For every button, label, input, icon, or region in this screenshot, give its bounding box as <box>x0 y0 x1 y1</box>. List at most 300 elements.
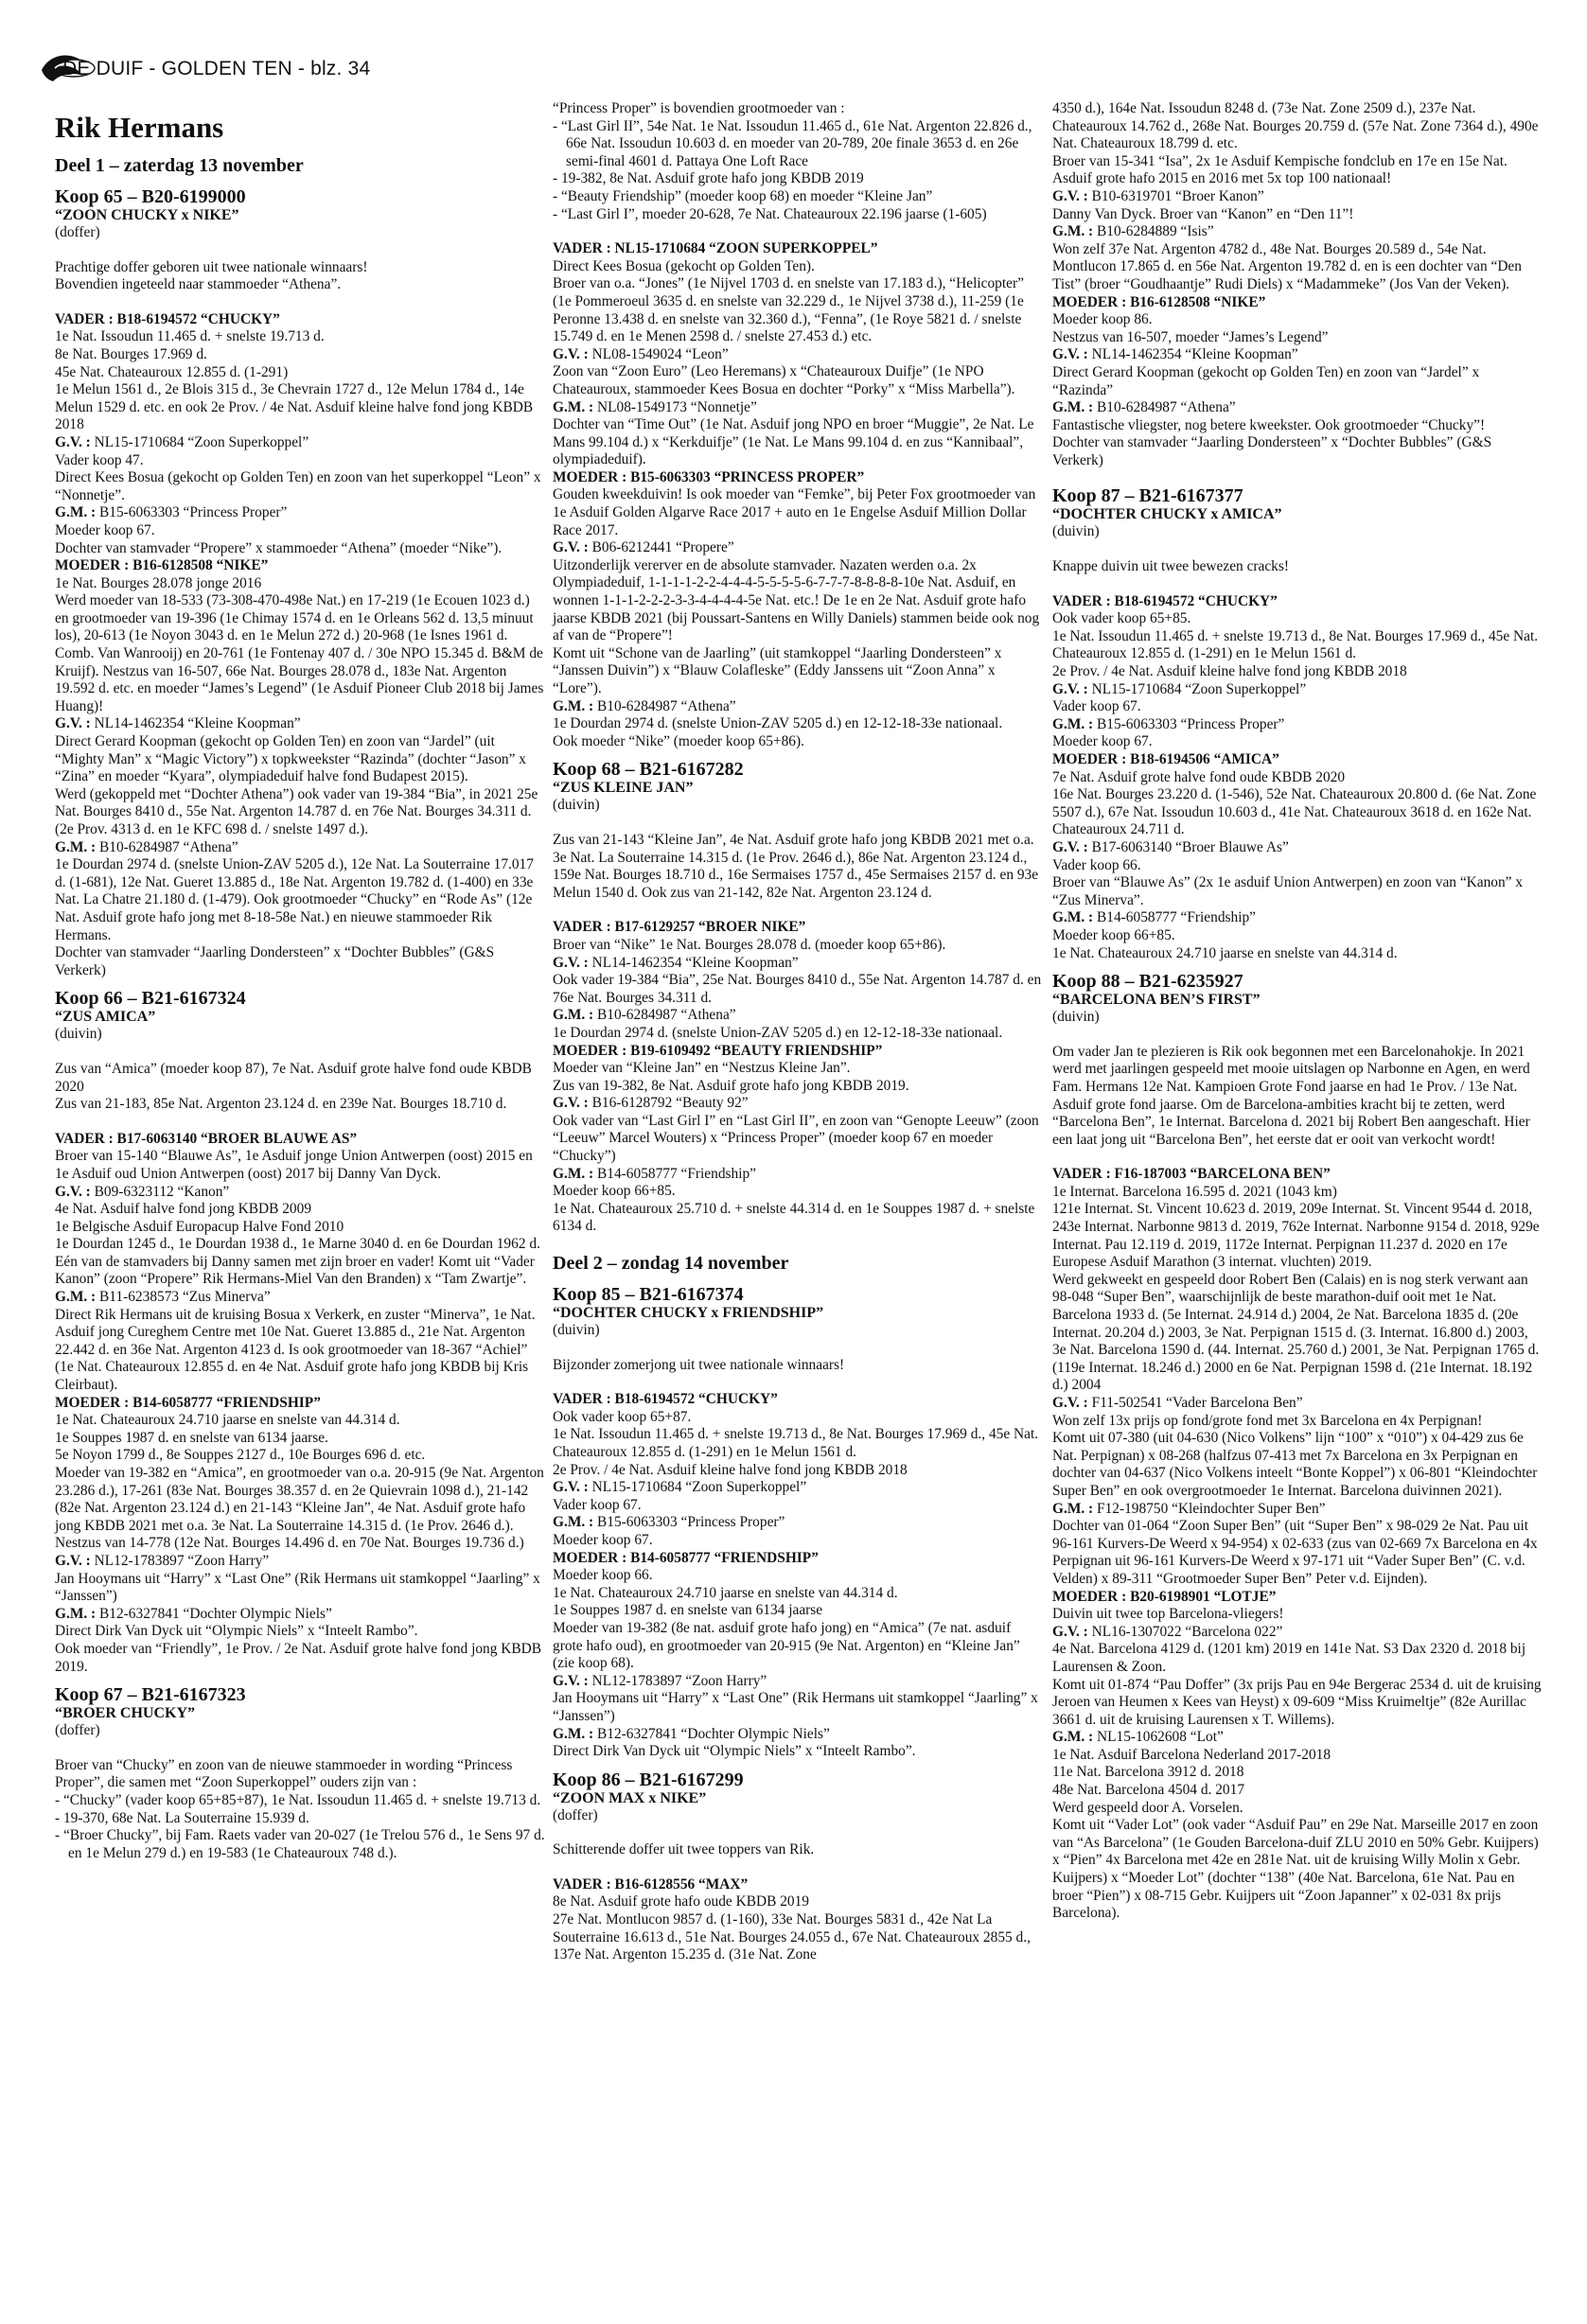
pedigree-text: NL12-1783897 “Zoon Harry” <box>90 1552 270 1569</box>
pedigree-line <box>553 1497 1044 1515</box>
pedigree-text: Moeder koop 67. <box>553 1531 653 1548</box>
pedigree-line <box>1052 417 1543 435</box>
pedigree-text: Won zelf 13x prijs op fond/grote fond met 3x Barcelona en 4x Perpignan! <box>1052 1412 1483 1429</box>
pedigree-line <box>1052 1272 1543 1395</box>
pedigree-line <box>553 1673 1044 1691</box>
pedigree-text: 4e Nat. Barcelona 4129 d. (1201 km) 2019 en 141e Nat. S3 Dax 2320 d. 2018 bij Laurensen & Zoon. <box>1052 1641 1526 1675</box>
pedigree-label: G.M. : <box>553 697 594 714</box>
pedigree-label: G.V. : <box>1052 1623 1088 1640</box>
pedigree-text: Vader koop 67. <box>1052 698 1141 715</box>
pedigree-line <box>1052 329 1543 347</box>
pedigree-line <box>553 937 1044 955</box>
pedigree-text: B10-6284987 “Athena” <box>593 697 736 714</box>
parent-heading: MOEDER : B19-6109492 “BEAUTY FRIENDSHIP” <box>553 1042 883 1059</box>
column-1 <box>55 112 546 1862</box>
pedigree-line <box>1052 857 1543 875</box>
pedigree-line <box>553 1095 1044 1113</box>
pedigree-line <box>55 575 546 593</box>
pedigree-line <box>55 364 546 382</box>
pedigree-line <box>553 1007 1044 1025</box>
pedigree-text: 4350 d.), 164e Nat. Issoudun 8248 d. (73e Nat. Zone 2509 d.), 237e Nat. Chateauroux 14.762 d., 268e Nat. Bourges 20.759 d. (57e Nat. Zone 7364 d.), 490e Nat. Chateauroux 18.799 d. etc. <box>1052 100 1539 152</box>
pedigree-line <box>553 539 1044 557</box>
intro-paragraph: Zus van “Amica” (moeder koop 87), 7e Nat. Asduif grote halve fond oude KBDB 2020 <box>55 1060 532 1095</box>
pedigree-line <box>553 1743 1044 1761</box>
pedigree-line <box>1052 399 1543 417</box>
pedigree-text: 8e Nat. Asduif grote hafo oude KBDB 2019 <box>553 1893 810 1910</box>
pedigree-text: B16-6128792 “Beauty 92” <box>588 1095 749 1112</box>
pedigree-text: NL14-1462354 “Kleine Koopman” <box>90 715 301 732</box>
pedigree-text: Moeder van 19-382 (8e nat. asduif grote hafo jong) en “Amica” (7e nat. asduif grote hafo oud), en grootmoeder van 20-915 (9e Nat. Argenton) en “Kleine Jan” (zie koop 68). <box>553 1619 1020 1672</box>
pedigree-text: Broer van o.a. “Jones” (1e Nijvel 1703 d. en snelste van 17.183 d.), “Helicopter” (1e Pommeroeul 3635 d. en snelste van 32.229 d., 1e Nijvel 3738 d.), 11-259 (1e Peronne 13.438 d. en snelste van 32.360 d.), “Fenna”, (1e Roye 5821 d. / snelste 15.749 d. en 1e Menen 2598 d. / snelste 27.453 d.) etc. <box>553 275 1024 345</box>
pedigree-line <box>1052 1430 1543 1500</box>
pedigree-line <box>55 346 546 364</box>
pedigree-label: G.M. : <box>553 1165 594 1182</box>
lot-title: Koop 85 – B21-6167374 <box>553 1284 744 1306</box>
pedigree-text: Direct Dirk Van Dyck uit “Olympic Niels” x “Inteelt Rambo”. <box>55 1623 418 1640</box>
pedigree-line <box>55 434 546 452</box>
pedigree-label: G.V. : <box>55 433 91 450</box>
intro-paragraph: Bijzonder zomerjong uit twee nationale winnaars! <box>553 1356 845 1373</box>
pedigree-lines <box>553 1391 1044 1760</box>
pedigree-line <box>1052 839 1543 857</box>
pedigree-text: 27e Nat. Montlucon 9857 d. (1-160), 33e Nat. Bourges 5831 d., 42e Nat La Souterraine 16.613 d., 51e Nat. Bourges 24.055 d., 67e Nat. Chateauroux 2855 d., 137e Nat. Argenton 15.235 d. (31e Nat. Zone <box>553 1911 1031 1963</box>
pedigree-line <box>553 1585 1044 1603</box>
pedigree-text: 1e Nat. Chateauroux 25.710 d. + snelste 44.314 d. en 1e Souppes 1987 d. + snelste 6134 d. <box>553 1200 1035 1235</box>
pedigree-label: G.M. : <box>55 838 97 855</box>
pedigree-text: Dochter van stamvader “Propere” x stammoeder “Athena” (moeder “Nike”). <box>55 539 503 556</box>
pedigree-line <box>553 1567 1044 1585</box>
pedigree-text: NL12-1783897 “Zoon Harry” <box>588 1672 767 1689</box>
pedigree-text: Werd (gekoppeld met “Dochter Athena”) ook vader van 19-384 “Bia”, in 2021 25e Nat. Bourges 8410 d., 55e Nat. Argenton 14.787 d. en 76e Nat. Bourges 34.311 d. (2e Prov. 4313 d. en 1e KFC 698 d. / snelste 1497 d.). <box>55 785 538 837</box>
pedigree-text: 1e Dourdan 2974 d. (snelste Union-ZAV 5205 d.), 12e Nat. La Souterraine 17.017 d. (1-681), 12e Nat. Gueret 13.885 d., 18e Nat. Argenton 19.782 d. (1-400) en 33e Nat. La Chatre 21.180 d. (1-479). Ook grootmoeder “Chucky” en “Rode As” (12e Nat. Asduif grote hafo jong met 8-18-58e Nat.) en nieuwe stammoeder Rik Hermans. <box>55 856 534 943</box>
lot-gender: (doffer) <box>553 1806 598 1823</box>
intro-paragraph: Prachtige doffer geboren uit twee nationale winnaars! <box>55 258 368 275</box>
deel1-heading: Deel 1 – zaterdag 13 november <box>55 155 304 176</box>
pedigree-text: NL08-1549024 “Leon” <box>588 345 729 362</box>
pedigree-text: Won zelf 37e Nat. Argenton 4782 d., 48e Nat. Bourges 20.589 d., 54e Nat. Montlucon 17.865 d. en 56e Nat. Argenton 19.782 d. en is een dochter van “Den Tist” (broer “Goudhaantje” Rudi Diels) x “Madammeke” (Jos Van der Veken). <box>1052 240 1522 292</box>
pedigree-line <box>1052 1747 1543 1765</box>
pedigree-line <box>55 1430 546 1448</box>
pedigree-line <box>55 1571 546 1606</box>
pedigree-text: Dochter van “Time Out” (1e Nat. Asduif jong NPO en broer “Muggie”, 2e Nat. Le Mans 99.104 d.) x “Kerkduifje” (1e Nat. Le Mans 99.104 d. en zus “Kannibaal”, olympiadeduif). <box>553 416 1034 468</box>
pedigree-text: NL08-1549173 “Nonnetje” <box>593 398 757 415</box>
pedigree-text: 16e Nat. Bourges 23.220 d. (1-546), 52e Nat. Chateauroux 20.800 d. (6e Nat. Zone 5507 d.), 67e Nat. Issoudun 10.603 d., 41e Nat. Chateauroux 3618 d. en 162e Nat. Chateauroux 24.711 d. <box>1052 786 1537 838</box>
pedigree-text: B10-6284987 “Athena” <box>593 1007 736 1024</box>
pedigree-text: 1e Nat. Chateauroux 24.710 jaarse en snelste van 44.314 d. <box>55 1412 400 1429</box>
pedigree-line <box>1052 1677 1543 1730</box>
pedigree-line <box>553 1532 1044 1550</box>
lot-86 <box>553 1770 1044 1964</box>
pedigree-label: G.M. : <box>553 1514 594 1531</box>
intro-paragraph: Knappe duivin uit twee bewezen cracks! <box>1052 558 1289 575</box>
pedigree-line <box>553 733 1044 751</box>
pedigree-label: G.M. : <box>55 1289 97 1306</box>
pedigree-line <box>553 416 1044 469</box>
pedigree-line <box>553 1893 1044 1911</box>
pedigree-text: Direct Dirk Van Dyck uit “Olympic Niels” x “Inteelt Rambo”. <box>553 1743 916 1760</box>
pedigree-line <box>1052 610 1543 628</box>
pedigree-line <box>1052 364 1543 399</box>
pedigree-text: Zus van 19-382, 8e Nat. Asduif grote hafo jong KBDB 2019. <box>553 1077 909 1094</box>
pedigree-text: Direct Kees Bosua (gekocht op Golden Ten). <box>553 257 815 274</box>
list-item: - “Last Girl II”, 54e Nat. 1e Nat. Issoudun 11.465 d., 61e Nat. Argenton 22.826 d., 66e Nat. Issoudun 10.603 d. en moeder van 20-789, 20e finale 3653 d. en 26e semi-final 4601 d. Pattaya One Loft Race <box>553 117 1032 169</box>
lot-gender: (doffer) <box>55 224 100 240</box>
lot-subtitle: “DOCHTER CHUCKY x FRIENDSHIP” <box>553 1305 824 1322</box>
pedigree-text: Ook moeder “Nike” (moeder koop 65+86). <box>553 732 804 749</box>
pedigree-text: Ook moeder van “Friendly”, 1e Prov. / 2e Nat. Asduif grote halve fond jong KBDB 2019. <box>55 1640 542 1675</box>
intro-paragraph: Bovendien ingeteeld naar stammoeder “Athena”. <box>55 276 342 293</box>
lot-intro <box>55 1757 546 1792</box>
pedigree-text: Direct Gerard Koopman (gekocht op Golden Ten) en zoon van “Jardel” (uit “Mighty Man” x “Magic Victory”) x topkweekster “Razinda” (dochter “Jason” x “Zina” en moeder “Kyara”, olympiadeduif halve fond Budapest 2015). <box>55 733 526 785</box>
pedigree-label: G.M. : <box>1052 1500 1094 1517</box>
pedigree-line <box>55 381 546 434</box>
pedigree-line <box>55 522 546 540</box>
pedigree-line <box>553 698 1044 716</box>
pedigree-line <box>1052 1184 1543 1202</box>
parent-heading: VADER : B18-6194572 “CHUCKY” <box>553 1391 778 1408</box>
lot-intro <box>553 1357 1044 1375</box>
column-3 <box>1052 100 1543 1923</box>
pedigree-line <box>1052 663 1543 681</box>
pedigree-text: 1e Nat. Bourges 28.078 jonge 2016 <box>55 574 262 591</box>
parent-heading: MOEDER : B16-6128508 “NIKE” <box>1052 293 1266 310</box>
pedigree-line <box>55 592 546 715</box>
pedigree-line <box>1052 1518 1543 1588</box>
pedigree-text: F12-198750 “Kleindochter Super Ben” <box>1093 1500 1326 1517</box>
pedigree-line <box>553 1113 1044 1166</box>
pedigree-line <box>55 1184 546 1202</box>
pedigree-text: Moeder van 19-382 en “Amica”, en grootmoeder van o.a. 20-915 (9e Nat. Argenton 23.286 d.), 17-261 (83e Nat. Bourges 38.357 d. en 2e Quievrain 1098 d.), 21-142 (82e Nat. Argenton 23.124 d.) en 21-143 “Kleine Jan”, 4e Nat. Asduif grote hafo jong KBDB 2021 met o.a. 3e Nat. La Souterraine 14.315 d. (1e Prov. 2646 d.). <box>55 1465 544 1534</box>
lot-title: Koop 88 – B21-6235927 <box>1052 971 1243 993</box>
pedigree-line <box>55 469 546 504</box>
pedigree-line <box>1052 786 1543 839</box>
pedigree-text: Uitzonderlijk vererver en de absolute stamvader. Nazaten werden o.a. 2x Olympiadeduif, 1-1-1-1-2-2-4-4-4-5-5-5-5-6-7-7-7-8-8-8-8-10e Nat. Asduif, en wonnen 1-1-1-2-2-2-3-3-4-4-4-4-5e Nat. etc.! De 1e en 2e Nat. Asduif grote hafo jaarse KBDB 2021 (bij Poussart-Santens en Willy Daniels) stammen beide ook nog af van de “Propere”! <box>553 556 1040 644</box>
list-item: - “Beauty Friendship” (moeder koop 68) en moeder “Kleine Jan” <box>553 187 933 204</box>
lot-intro <box>553 1841 1044 1859</box>
pedigree-text: B11-6238573 “Zus Minerva” <box>96 1289 271 1306</box>
pedigree-text: Broer van 15-140 “Blauwe As”, 1e Asduif jonge Union Antwerpen (oost) 2015 en 1e Asduif oud Union Antwerpen (oost) 2017 bij Danny Van Dyck. <box>55 1148 533 1182</box>
pedigree-line <box>55 1641 546 1676</box>
pedigree-line <box>1052 188 1543 206</box>
lot-gender: (duivin) <box>1052 1009 1100 1026</box>
pedigree-label: G.V. : <box>553 954 589 971</box>
pedigree-text: Ook vader 19-384 “Bia”, 25e Nat. Bourges 8410 d., 55e Nat. Argenton 14.787 d. en 76e Nat. Bourges 34.311 d. <box>553 972 1042 1006</box>
pedigree-line <box>1052 1501 1543 1519</box>
pedigree-text: 1e Dourdan 2974 d. (snelste Union-ZAV 5205 d.) en 12-12-18-33e nationaal. <box>553 1024 1003 1041</box>
parent-heading: MOEDER : B14-6058777 “FRIENDSHIP” <box>553 1549 819 1566</box>
lot-title: Koop 86 – B21-6167299 <box>553 1769 744 1790</box>
pedigree-text: Moeder koop 66+85. <box>553 1183 676 1200</box>
pedigree-line <box>553 1514 1044 1532</box>
pedigree-label: G.V. : <box>55 1183 91 1200</box>
pedigree-text: Danny Van Dyck. Broer van “Kanon” en “Den 11”! <box>1052 205 1354 222</box>
lot-gender: (duivin) <box>1052 523 1100 540</box>
pedigree-label: G.V. : <box>553 345 589 362</box>
pedigree-text: 1e Belgische Asduif Europacup Halve Fond 2010 <box>55 1218 344 1235</box>
parent-heading: VADER : B18-6194572 “CHUCKY” <box>55 310 280 327</box>
lot-gender: (duivin) <box>553 797 600 814</box>
pedigree-line <box>55 328 546 346</box>
lot-67 <box>55 1685 546 1862</box>
offspring-list <box>55 1792 546 1862</box>
pedigree-label: G.V. : <box>55 1552 91 1569</box>
pedigree-text: B14-6058777 “Friendship” <box>593 1165 757 1182</box>
list-item: - “Broer Chucky”, bij Fam. Raets vader van 20-027 (1e Trelou 576 d., 1e Sens 97 d. en 1e Melun 279 d.) en 19-583 (1e Chateauroux 748 d.). <box>55 1827 545 1861</box>
pedigree-line <box>1052 346 1543 364</box>
header-title: DE DUIF - GOLDEN TEN - blz. 34 <box>62 58 371 79</box>
intro-paragraph: Schitterende doffer uit twee toppers van Rik. <box>553 1841 815 1858</box>
lot-intro <box>1052 558 1543 576</box>
pedigree-text: Zoon van “Zoon Euro” (Leo Heremans) x “Chateauroux Duifje” (1e NPO Chateauroux, stammoeder Kees Bosua en dochter “Porky” x “Miss Marbella”). <box>553 363 1015 397</box>
pedigree-text: Jan Hooymans uit “Harry” x “Last One” (Rik Hermans uit stamkoppel “Jaarling” x “Janssen”) <box>553 1690 1038 1724</box>
lot-title: Koop 66 – B21-6167324 <box>55 988 246 1010</box>
pedigree-line <box>55 1606 546 1624</box>
pedigree-text: Broer van 15-341 “Isa”, 2x 1e Asduif Kempische fondclub en 17e en 15e Nat. Asduif grote hafo 2015 en 2016 met 5x top 100 nationaal! <box>1052 152 1508 187</box>
pedigree-text: 1e Nat. Issoudun 11.465 d. + snelste 19.713 d. <box>55 328 325 345</box>
lot-subtitle: “ZOON MAX x NIKE” <box>553 1789 707 1806</box>
pedigree-text: B17-6063140 “Broer Blauwe As” <box>1087 838 1289 855</box>
pedigree-line <box>1052 100 1543 153</box>
pedigree-text: 4e Nat. Asduif halve fond jong KBDB 2009 <box>55 1201 312 1218</box>
lot-87 <box>1052 486 1543 962</box>
intro-paragraph: Broer van “Chucky” en zoon van de nieuwe stammoeder in wording “Princess Proper”, die samen met “Zoon Superkoppel” ouders zijn van : <box>55 1756 513 1791</box>
pedigree-text: Broer van “Nike” 1e Nat. Bourges 28.078 d. (moeder koop 65+86). <box>553 936 946 953</box>
parent-heading: VADER : B17-6129257 “BROER NIKE” <box>553 919 806 936</box>
pedigree-text: Werd moeder van 18-533 (73-308-470-498e Nat.) en 17-219 (1e Ecouen 1023 d.) en grootmoeder van 19-396 (1e Chimay 1574 d. en 1e Orleans 562 d. 13,5 minuut los), 20-613 (1e Noyon 3043 d. en 1e Melun 272 d.) 20-968 (1e Isnes 1961 d. Comb. Van Wanrooij) en 20-761 (1e Fontenay 407 d. / 30e NPO 15.345 d. B&M de Kruijf). Nestzus van 16-507, 66e Nat. Bourges 28.078 d., 183e Nat. Argenton 19.592 d. etc. en moeder “James’s Legend” (1e Asduif Pioneer Club 2018 bij James Huang)! <box>55 592 544 714</box>
pedigree-lines <box>553 919 1044 1236</box>
pedigree-text: Duivin uit twee top Barcelona-vliegers! <box>1052 1606 1284 1623</box>
pedigree-text: NL16-1307022 “Barcelona 022” <box>1087 1623 1283 1640</box>
pedigree-text: 1e Nat. Chateauroux 24.710 jaarse en snelste van 44.314 d. <box>1052 944 1398 961</box>
pedigree-text: B10-6284987 “Athena” <box>96 838 238 855</box>
continued-intro: “Princess Proper” is bovendien grootmoeder van : <box>553 100 845 116</box>
pedigree-text: Moeder koop 67. <box>55 521 155 538</box>
pedigree-text: 1e Souppes 1987 d. en snelste van 6134 jaarse. <box>55 1429 328 1446</box>
pedigree-line <box>55 1148 546 1183</box>
pedigree-line <box>553 715 1044 733</box>
pedigree-line <box>55 733 546 786</box>
pedigree-line <box>1052 1817 1543 1923</box>
pedigree-text: B12-6327841 “Dochter Olympic Niels” <box>96 1605 332 1622</box>
pedigree-text: 1e Souppes 1987 d. en snelste van 6134 jaarse <box>553 1602 823 1619</box>
pedigree-label: G.V. : <box>553 1479 589 1496</box>
pedigree-text: Eén van de stamvaders bij Danny samen met zijn broer en vader! Komt uit “Vader Kanon” (zoon “Propere” Rik Hermans-Miel Van den Branden) x “Tam Zwartje”. <box>55 1253 535 1288</box>
pedigree-line <box>55 1219 546 1237</box>
intro-paragraph: Zus van 21-143 “Kleine Jan”, 4e Nat. Asduif grote hafo jong KBDB 2021 met o.a. 3e Nat. La Souterraine 14.315 d. (1e Prov. 2646 d.), 86e Nat. Argenton 23.124 d., 159e Nat. Bourges 18.710 d., 16e Sermaises 1757 d., 45e Sermaises 2157 d. en 93e Melun 1540 d. Ook zus van 21-142, 82e Nat. Argenton 23.124 d. <box>553 831 1039 901</box>
lot-gender: (duivin) <box>55 1026 102 1043</box>
pedigree-line <box>553 363 1044 398</box>
pedigree-line <box>55 1553 546 1571</box>
pedigree-line <box>1052 1764 1543 1782</box>
lot-subtitle: “BARCELONA BEN’S FIRST” <box>1052 992 1261 1009</box>
pedigree-line <box>1052 1395 1543 1413</box>
pedigree-text: B10-6284987 “Athena” <box>1093 399 1236 416</box>
pedigree-label: G.V. : <box>1052 838 1088 855</box>
pedigree-line <box>553 1060 1044 1078</box>
pedigree-label: G.M. : <box>553 398 594 415</box>
pedigree-text: Komt uit “Vader Lot” (ook vader “Asduif Pau” en 29e Nat. Marseille 2017 en zoon van “As Barcelona” (1e Gouden Barcelona-duif ZLU 2010 en 50% Gebr. Kuijpers) x “Pien” 4x Barcelona met 42e en 281e Nat. uit de kruising Willy Molin x Gebr. Kuijpers) x “Moeder Lot” (dochter “138” (40e Nat. Barcelona, 61e Nat. Pau en broer “Pien”) x 08-715 Gebr. Kuijpers uit “Zoon Japanner” x 02-031 8x prijs Barcelona). <box>1052 1817 1539 1922</box>
deel2-heading: Deel 2 – zondag 14 november <box>553 1253 789 1275</box>
lot-86-continued <box>1052 100 1543 469</box>
pedigree-label: G.M. : <box>553 1725 594 1742</box>
pedigree-line <box>553 1426 1044 1461</box>
lot-subtitle: “ZUS AMICA” <box>55 1009 156 1026</box>
pedigree-line <box>553 1479 1044 1497</box>
lot-intro <box>553 832 1044 902</box>
pedigree-text: Moeder koop 66+85. <box>1052 926 1175 943</box>
pedigree-text: 1e Nat. Issoudun 11.465 d. + snelste 19.713 d., 8e Nat. Bourges 17.969 d., 45e Nat. Chateauroux 12.855 d. (1-291) en 1e Melun 1561 d. <box>1052 627 1539 662</box>
pedigree-label: G.V. : <box>1052 187 1088 204</box>
pedigree-line <box>55 1236 546 1254</box>
pedigree-line <box>553 486 1044 539</box>
pedigree-text: B10-6319701 “Broer Kanon” <box>1087 187 1264 204</box>
pedigree-line <box>55 715 546 733</box>
pedigree-text: F11-502541 “Vader Barcelona Ben” <box>1087 1395 1303 1411</box>
lot-subtitle: “ZUS KLEINE JAN” <box>553 780 694 797</box>
list-item: - “Last Girl I”, moeder 20-628, 7e Nat. Chateauroux 22.196 jaarse (1-605) <box>553 205 987 222</box>
pedigree-text: B12-6327841 “Dochter Olympic Niels” <box>593 1725 830 1742</box>
pedigree-label: G.M. : <box>55 504 97 521</box>
pedigree-text: Gouden kweekduivin! Is ook moeder van “Femke”, bij Peter Fox grootmoeder van 1e Asduif Golden Algarve Race 2017 + auto en 1e Engelse Asduif Million Dollar Race 2017. <box>553 486 1036 538</box>
pedigree-line <box>553 645 1044 698</box>
lot-88 <box>1052 972 1543 1923</box>
pedigree-text: 1e Melun 1561 d., 2e Blois 315 d., 3e Chevrain 1727 d., 12e Melun 1784 d., 14e Melun 1529 d. etc. en ook 2e Prov. / 4e Nat. Asduif kleine halve fond jong KBDB 2018 <box>55 381 534 433</box>
pedigree-line <box>553 1620 1044 1673</box>
pedigree-line <box>1052 716 1543 734</box>
pedigree-text: Moeder koop 66. <box>553 1567 653 1584</box>
pedigree-line <box>553 258 1044 276</box>
pedigree-line <box>1052 1201 1543 1271</box>
pedigree-line <box>55 540 546 558</box>
pedigree-line <box>1052 945 1543 963</box>
pedigree-label: G.V. : <box>1052 1395 1088 1411</box>
pedigree-text: Moeder koop 86. <box>1052 311 1153 328</box>
lot-66 <box>55 989 546 1676</box>
pedigree-text: Jan Hooymans uit “Harry” x “Last One” (Rik Hermans uit stamkoppel “Jaarling” x “Janssen”) <box>55 1570 540 1605</box>
pedigree-text: Ook vader van “Last Girl I” en “Last Girl II”, en zoon van “Genopte Leeuw” (zoon “Leeuw” Marcel Wouters) x “Princess Proper” (moeder koop 67 en moeder “Chucky”) <box>553 1112 1039 1165</box>
pedigree-line <box>1052 241 1543 294</box>
pedigree-line <box>55 1535 546 1553</box>
pedigree-lines <box>55 1131 546 1676</box>
lot-85 <box>553 1285 1044 1761</box>
pedigree-text: Werd gespeeld door A. Vorselen. <box>1052 1799 1243 1816</box>
pedigree-line <box>553 557 1044 645</box>
pedigree-line <box>553 972 1044 1007</box>
pedigree-lines <box>1052 1166 1543 1923</box>
pedigree-line <box>1052 927 1543 945</box>
grandchildren-list <box>553 118 1044 224</box>
lot-title: Koop 68 – B21-6167282 <box>553 759 744 781</box>
pedigree-text: NL15-1062608 “Lot” <box>1093 1729 1224 1746</box>
parent-heading: MOEDER : B16-6128508 “NIKE” <box>55 557 269 574</box>
pedigree-line <box>553 275 1044 345</box>
pedigree-text: Ook vader koop 65+85. <box>1052 610 1191 627</box>
lot-gender: (doffer) <box>55 1722 100 1739</box>
pedigree-label: G.M. : <box>553 1007 594 1024</box>
intro-paragraph: Zus van 21-183, 85e Nat. Argenton 23.124 d. en 239e Nat. Bourges 18.710 d. <box>55 1096 507 1113</box>
pedigree-text: Dochter van stamvader “Jaarling Dondersteen” x “Dochter Bubbles” (G&S Verkerk) <box>1052 434 1492 468</box>
pedigree-text: Broer van “Blauwe As” (2x 1e asduif Union Antwerpen) en zoon van “Kanon” x “Zus Minerva”. <box>1052 874 1524 908</box>
lot-intro <box>1052 1044 1543 1150</box>
pedigree-text: Komt uit “Schone van de Jaarling” (uit stamkoppel “Jaarling Dondersteen” x “Janssen Duivin”) x “Blauw Colafleske” (Eddy Janssens uit “Zoon Anna” x “Lore”). <box>553 644 1002 696</box>
pedigree-text: B10-6284889 “Isis” <box>1093 223 1214 240</box>
pedigree-text: Nestzus van 16-507, moeder “James’s Legend” <box>1052 328 1329 345</box>
lot-68 <box>553 760 1044 1236</box>
pedigree-line <box>55 944 546 979</box>
lot-intro <box>55 259 546 294</box>
pedigree-line <box>553 1201 1044 1236</box>
pedigree-line <box>1052 681 1543 699</box>
lot-title: Koop 65 – B20-6199000 <box>55 186 246 207</box>
pedigree-line <box>553 1911 1044 1964</box>
pedigree-line <box>1052 1641 1543 1676</box>
pedigree-line <box>553 1025 1044 1043</box>
lot-67-continued <box>553 100 1044 750</box>
pedigree-text: 1e Nat. Issoudun 11.465 d. + snelste 19.713 d., 8e Nat. Bourges 17.969 d., 45e Nat. Chateauroux 12.855 d. (1-291) en 1e Melun 1561 d. <box>553 1426 1039 1460</box>
pedigree-text: 1e Dourdan 2974 d. (snelste Union-ZAV 5205 d.) en 12-12-18-33e nationaal. <box>553 715 1003 732</box>
pedigree-text: Komt uit 01-874 “Pau Doffer” (3x prijs Pau en 94e Bergerac 2534 d. uit de kruising Jeroen van Heumen x Kees van Heyst) x 09-609 “Miss Kruimeltje” (82e Aurillac 3661 d. uit de kruising Laurensen x T. Willems). <box>1052 1676 1542 1728</box>
pedigree-line <box>1052 874 1543 909</box>
pedigree-line <box>1052 1413 1543 1431</box>
pedigree-text: Moeder koop 67. <box>1052 733 1153 750</box>
pedigree-line <box>1052 434 1543 469</box>
pedigree-text: Ook vader koop 65+87. <box>553 1408 692 1425</box>
lot-65 <box>55 187 546 979</box>
pedigree-line <box>553 1183 1044 1201</box>
pedigree-line <box>553 1726 1044 1744</box>
pedigree-text: Komt uit 07-380 (uit 04-630 (Nico Volkens” lijn “100” x “010”) x 04-429 zus 6e Nat. Perpignan) x 08-268 (halfzus 07-413 met 7x Barcelona en 3x Perpignan en dochter van 04-637 (Nico Volkens inteelt “Bonte Koppel”) x 06-801 “Kleindochter Super Ben” en ook overgrootmoeder 1e Internat. Barcelona duivinnen 2021). <box>1052 1430 1538 1499</box>
pedigree-line <box>1052 1800 1543 1818</box>
pedigree-line <box>553 1078 1044 1096</box>
pedigree-line <box>1052 153 1543 188</box>
pedigree-text: Direct Rik Hermans uit de kruising Bosua x Verkerk, en zuster “Minerva”, 1e Nat. Asduif jong Cureghem Centre met 10e Nat. Gueret 13.885 d., 21e Nat. Argenton 22.442 d. en 36e Nat. Argenton 4123 d. Is ook grootmoeder van 18-367 “Achiel” (1e Nat. Chateauroux 12.855 d. en 4e Nat. Asduif grote hafo jong KBDB bij Kris Cleirbaut). <box>55 1306 536 1394</box>
pedigree-lines <box>1052 593 1543 962</box>
pedigree-text: B14-6058777 “Friendship” <box>1093 909 1257 926</box>
pedigree-label: G.V. : <box>1052 680 1088 697</box>
pedigree-line <box>55 1254 546 1289</box>
pedigree-text: NL15-1710684 “Zoon Superkoppel” <box>90 433 309 450</box>
pedigree-line <box>553 1602 1044 1620</box>
author-title: Rik Hermans <box>55 111 224 144</box>
pedigree-text: NL14-1462354 “Kleine Koopman” <box>588 954 799 971</box>
pedigree-text: B15-6063303 “Princess Proper” <box>593 1514 785 1531</box>
pedigree-label: G.V. : <box>553 539 589 556</box>
lot-subtitle: “BROER CHUCKY” <box>55 1705 196 1722</box>
pedigree-text: 8e Nat. Bourges 17.969 d. <box>55 345 207 362</box>
pedigree-line <box>1052 909 1543 927</box>
pedigree-line <box>55 786 546 839</box>
pedigree-line <box>55 1201 546 1219</box>
pedigree-text: Nestzus van 14-778 (12e Nat. Bourges 14.496 d. en 70e Nat. Bourges 19.736 d.) <box>55 1535 524 1552</box>
parent-heading: VADER : B18-6194572 “CHUCKY” <box>1052 592 1278 609</box>
pedigree-text: Dochter van stamvader “Jaarling Dondersteen” x “Dochter Bubbles” (G&S Verkerk) <box>55 944 495 978</box>
pedigree-text: NL15-1710684 “Zoon Superkoppel” <box>1087 680 1307 697</box>
parent-heading: MOEDER : B20-6198901 “LOTJE” <box>1052 1588 1277 1605</box>
pedigree-line <box>553 346 1044 364</box>
pedigree-text: 1e Nat. Chateauroux 24.710 jaarse en snelste van 44.314 d. <box>553 1584 898 1601</box>
pedigree-text: 45e Nat. Chateauroux 12.855 d. (1-291) <box>55 363 289 380</box>
pedigree-line <box>55 1289 546 1307</box>
lot-title: Koop 67 – B21-6167323 <box>55 1684 246 1706</box>
pedigree-text: Direct Kees Bosua (gekocht op Golden Ten) en zoon van het superkoppel “Leon” x “Nonnetje”. <box>55 469 541 503</box>
parent-heading: VADER : F16-187003 “BARCELONA BEN” <box>1052 1166 1331 1183</box>
pedigree-text: 7e Nat. Asduif grote halve fond oude KBDB 2020 <box>1052 768 1346 785</box>
parent-heading: VADER : B16-6128556 “MAX” <box>553 1875 749 1893</box>
pedigree-line <box>55 1307 546 1395</box>
list-item: - “Chucky” (vader koop 65+85+87), 1e Nat. Issoudun 11.465 d. + snelste 19.713 d. <box>55 1791 541 1808</box>
pedigree-text: Vader koop 66. <box>1052 856 1141 873</box>
pedigree-line <box>553 1462 1044 1480</box>
